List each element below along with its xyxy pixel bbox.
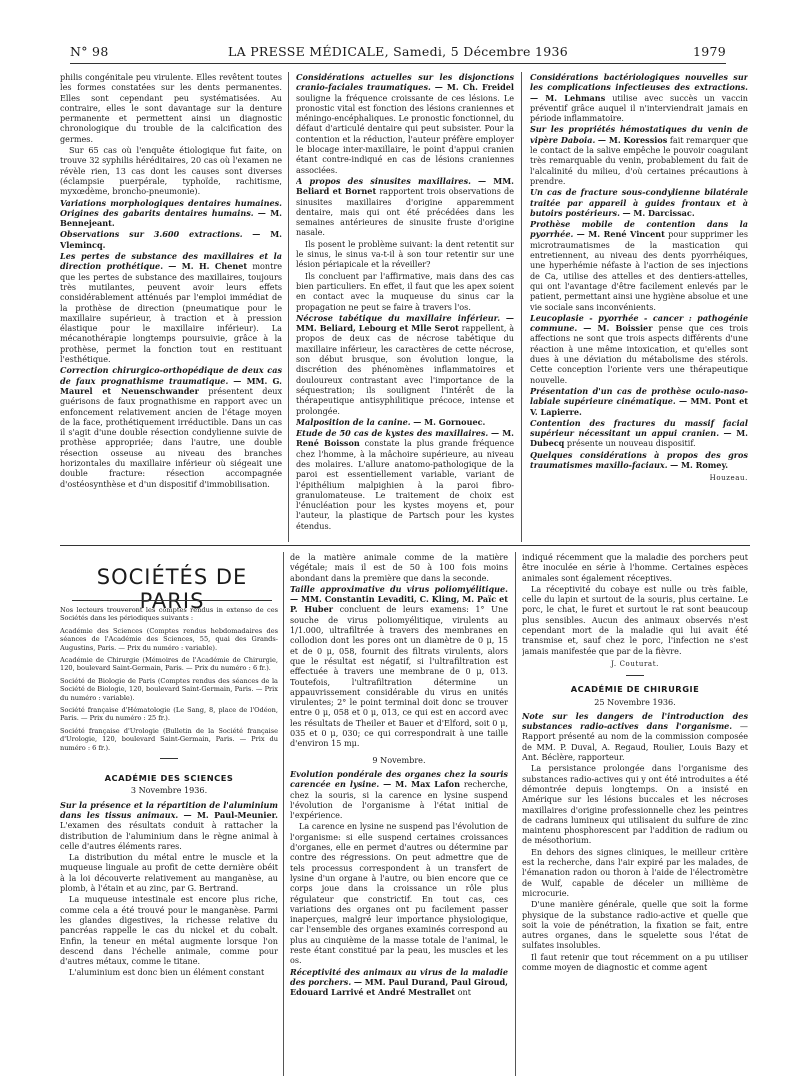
communication-title: A propos des sinusites maxillaires. xyxy=(296,175,471,186)
paragraph: Ils concluent par l'affirmative, mais dans des cas bien particuliers. En effet, il faut que les apex soient en contact avec la muqueuse du sinus car la propagation ne peut se faire à travers l'os. xyxy=(296,270,514,312)
communication xyxy=(296,72,514,175)
communication-author: — M. René Boisson xyxy=(296,428,514,449)
paragraph: La persistance prolongée dans l'organisme des substances radio-actives qui y ont été introduites a été démontrée depuis longtemps. On a insisté en Amérique sur les lésions buccales et les nécroses maxillaires d'origine professionnelle chez les peintres de cadrans lumineux qui utilisaient du sulfure de zinc maintenu phosphorescent par l'addition de radium ou de mésothorium. xyxy=(522,763,748,846)
communication-title: Correction chirurgico-orthopédique de deux cas de faux prognathisme traumatique. xyxy=(60,365,282,386)
page-number: 1979 xyxy=(692,44,726,59)
communication-author: — M. Lehmans xyxy=(530,92,606,103)
communication xyxy=(296,428,514,531)
communication xyxy=(290,584,508,749)
paragraph: La réceptivité du cobaye est nulle ou très faible, celle du lapin et surtout de la souris, plus certaine. Le porc, le chat, le furet et surtout le rat sont beaucoup plus sensibles. Aucun des animaux observés n'est cependant mort de la maladie qui lui avait été transmise et, sauf chez le porc, l'infection ne s'est jamais manifestée que par de la fièvre. xyxy=(522,583,748,656)
communication-text: recherche, chez la souris, si la carence en lysine suspend l'évolution de l'organisme à l'état initial de l'expérience. xyxy=(290,779,508,821)
communication xyxy=(60,198,282,229)
communication xyxy=(60,229,282,250)
communication-author: — MM. G. Maurel et Neuenschwander xyxy=(60,375,282,396)
communication-title: Réceptivité des animaux au virus de la maladie des porchers. xyxy=(290,966,508,987)
signature: Houzeau. xyxy=(709,474,748,483)
communication-author: — M. René Vincent xyxy=(576,229,665,240)
communication-author: — MM. Beliard, Lebourg et Mlle Serot xyxy=(296,312,514,334)
communication-title: Considérations bactériologiques nouvelles sur les complications infectieuses des extractions. xyxy=(530,72,748,93)
separator xyxy=(626,675,644,676)
communication-title: Sur la présence et la répartition de l'aluminium dans les tissus animaux. xyxy=(60,799,278,820)
communication-author: — M. H. Chenet xyxy=(168,261,248,272)
periodical-reference: Société de Biologie de Paris (Comptes rendus des séances de la Société de Biologie, 120, boulevard Saint-Germain, Paris. — Prix du numéro : variable). xyxy=(60,676,278,702)
communication-title: Note sur les dangers de l'introduction des substances radio-actives dans l'organisme. xyxy=(522,710,748,732)
upper-column-1 xyxy=(60,72,282,542)
communication-title: Evolution pondérale des organes chez la souris carencée en lysine. xyxy=(290,768,508,790)
communication-text: rapportent trois observations de sinusites maxillaires d'origine apparemment dentaire, mais qui ont été précédées dans les semaines antérieures de sinusite fruste d'origine nasale. xyxy=(296,186,514,238)
communication-text: constate la plus grande fréquence chez l'homme, à la mâchoire supérieure, au niveau des molaires. L'allure anatomo-pathologique de la paroi est essentiellement variable, variant de l'épithélium malpighien à la paroi fibro-granulomateuse. Le traitement de choix est l'énucléation pour les kystes moyens et, pour l'auteur, la plastique de Partsch pour les kystes étendus. xyxy=(296,438,514,531)
communication-text: présentent deux guérisons de faux prognathisme en rapport avec un enfoncement relativement ancien de l'étage moyen de la face, prothétiquement irréductible. Dans un cas il s'agit d'une double résection condylienne suivie de prothèse appropriée; dans l'autre, une double résection osseuse au niveau des branches horizontales du maxillaire inférieur où siégeait une double fracture: résection accompagnée d'ostéosynthèse et d'un dispositif d'immobilisation. xyxy=(60,385,282,489)
paragraph: En dehors des signes cliniques, le meilleur critère est la recherche, dans l'air expiré par les malades, de l'émanation radon ou thoron à l'aide de l'électromètre de Wulf, capable de déceler un millième de microcurie. xyxy=(522,846,748,898)
communication-author: — M. Paul-Meunier. xyxy=(183,809,278,820)
communication-text: utilise avec succès un vaccin préventif grâce auquel il n'interviendrait jamais en période inflammatoire. xyxy=(530,92,748,124)
communication xyxy=(290,967,508,998)
communication-author: — M. Koressios xyxy=(597,134,668,145)
periodical-reference: Société française d'Hématologie (Le Sang, 8, place de l'Odéon, Paris. — Prix du numéro : 25 fr.). xyxy=(60,706,278,723)
communication xyxy=(60,365,282,489)
communication-title: Contention des fractures du massif facial supérieur nécessitant un appui cranien. xyxy=(530,417,748,439)
communication-title: Quelques considérations à propos des gros traumatismes maxillo-faciaux. xyxy=(530,449,748,470)
communication-title: Leucoplasie - pyorrhée - cancer : pathogénie commune. xyxy=(530,312,748,334)
paragraph: La muqueuse intestinale est encore plus riche, comme cela a été trouvé pour le manganèse. Parmi les glandes digestives, la richesse relative du pancréas rappelle le cas du nickel et du cobalt. Enfin, la teneur en métal augmente lorsque l'on descend dans l'échelle animale, comme pour d'autres métaux, comme le titane. xyxy=(60,894,278,967)
communication-author: — M. Vlemincq. xyxy=(60,229,282,250)
communication-title: Considérations actuelles sur les disjonctions cranio-faciales traumatiques. xyxy=(296,72,514,93)
communication-title: Présentation d'un cas de prothèse oculo-naso-labiale supérieure cinématique. xyxy=(530,385,748,407)
page-header xyxy=(70,44,726,60)
periodical-reference: Académie de Chirurgie (Mémoires de l'Académie de Chirurgie, 120, boulevard Saint-Germain, Paris. — Prix du numéro : 6 fr.). xyxy=(60,656,278,673)
column-divider xyxy=(283,552,284,1076)
communication-text: — Rapport présenté au nom de la commission composée de MM. P. Duval, A. Regaud, Roulier, Louis Bazy et Ant. Béclère, rapporteur. xyxy=(522,721,748,763)
communication xyxy=(530,72,748,123)
academy-heading: ACADÉMIE DES SCIENCES xyxy=(104,773,234,784)
intro-note: Nos lecteurs trouveront les comptes rendus in extenso de ces Sociétés dans les périodiques suivants : xyxy=(60,606,278,623)
paragraph: D'une manière générale, quelle que soit la forme physique de la substance radio-active et quelle que soit la voie de pénétration, la fixation se fait, entre autres organes, dans le squelette sous l'état de sulfates insolubles. xyxy=(522,899,748,951)
session-date: 25 Novembre 1936. xyxy=(594,696,676,707)
communication xyxy=(60,800,278,851)
communication xyxy=(296,417,514,427)
upper-column-3 xyxy=(530,72,748,542)
communication-title: Etude de 50 cas de kystes des maxillaires. xyxy=(296,428,489,439)
paragraph: Ils posent le problème suivant: la dent retentit sur le sinus, le sinus va-t-il à son tour retentir sur une lésion périapicale et la réveiller? xyxy=(296,238,514,270)
communication-text: rappellent, à propos de deux cas de nécrose tabétique du maxillaire inférieur, les caractères de cette nécrose, son début brusque, son évolution longue, la discrétion des phénomènes inflammatoires et douloureux contrastant avec l'importance de la séquestration; ils soulignent l'intérêt de la thérapeutique antisyphilitique précoce, intense et prolongée. xyxy=(296,323,514,416)
lower-column-2 xyxy=(290,552,508,1076)
session-date: 3 Novembre 1936. xyxy=(130,785,208,796)
communication-title: Malposition de la canine. xyxy=(296,416,411,427)
paragraph: L'aluminium est donc bien un élément constant xyxy=(69,967,265,978)
communication-author: — MM. Pont et V. Lapierre. xyxy=(530,396,748,417)
separator xyxy=(160,758,178,759)
communication xyxy=(530,450,748,471)
communication xyxy=(296,313,514,416)
communication-author: — MM. Beliard et Bornet xyxy=(296,175,514,197)
communication xyxy=(530,219,748,312)
communication-text: pour supprimer les microtraumatismes de la mastication qui entretiennent, au niveau des dents pyorrhéiques, une hyperhémie néfaste à l'action de ses injections de Ca, utilise des attelles et des dentiers-attelles, qui ont l'avantage d'être facilement enlevés par le patient, permettant ainsi une hygiène absolue et une vie sociale sans inconvénients. xyxy=(530,229,748,312)
communication-title: Les pertes de substance des maxillaires et la direction prothétique. xyxy=(60,251,282,272)
paragraph: La distribution du métal entre le muscle et la muqueuse linguale au profit de cette dernière obéit à la loi découverte relativement au manganèse, au plomb, à l'étain et au zinc, par G. Bertrand. xyxy=(60,852,278,894)
communication-author: — M. Romey. xyxy=(670,459,729,470)
communication xyxy=(530,386,748,417)
paragraph: philis congénitale peu virulente. Elles revêtent toutes les formes constatées sur les dents permanentes. Elles sont cependant peu systématisées. Au contraire, elles le sont davantage sur la denture permanente et permettent ainsi un diagnostic chronologique du trouble de la calcification des germes. xyxy=(60,72,282,144)
communication-text: ont xyxy=(457,987,471,998)
academy-heading: ACADÉMIE DE CHIRURGIE xyxy=(570,684,700,695)
communication-text: présente un nouveau dispositif. xyxy=(566,438,696,449)
communication-title: Observations sur 3.600 extractions. xyxy=(60,229,243,240)
communication-title: Prothèse mobile de contention dans la pyorrhée. xyxy=(530,219,748,240)
communication xyxy=(530,418,748,449)
communication-title: Nécrose tabétique du maxillaire inférieur. xyxy=(296,312,501,323)
communication xyxy=(60,251,282,364)
communication-author: — M. Dubecq xyxy=(530,428,748,449)
section-rule xyxy=(60,545,750,546)
communication-title: Taille approximative du virus poliomyélitique. xyxy=(290,583,508,594)
column-divider xyxy=(288,72,289,542)
communication-title: Variations morphologiques dentaires humaines. Origines des gabarits dentaires humains. xyxy=(60,197,282,218)
communication-text: pense que ces trois affections ne sont que trois aspects différents d'une réaction à une même intoxication, et qu'elles sont dues à une déviation du métabolisme des stérols. Cette conception l'oriente vers une thérapeutique nouvelle. xyxy=(530,323,748,385)
column-divider xyxy=(515,552,516,1076)
communication-author: — M. Bennejeant. xyxy=(60,207,282,229)
lower-column-1 xyxy=(60,606,278,1076)
upper-column-2 xyxy=(296,72,514,542)
column-divider xyxy=(521,72,522,542)
communication-author: — MM. Constantin Levaditi, C. Kling, M. Païc et P. Huber xyxy=(290,594,508,615)
communication xyxy=(522,711,748,762)
communication-author: — M. Gornouec. xyxy=(413,416,486,427)
signature: J. Couturat. xyxy=(611,659,659,668)
paragraph: indiqué récemment que la maladie des porchers peut être inoculée en série à l'homme. Certaines espèces animales sont également réceptives. xyxy=(522,552,748,583)
communication-author: — M. Ch. Freidel xyxy=(434,82,514,93)
communication-author: — M. Darcissac. xyxy=(622,207,695,218)
paragraph: de la matière animale comme de la matière végétale; mais il est de 50 à 100 fois moins abondant dans la première que dans la seconde. xyxy=(290,552,508,583)
lower-column-3 xyxy=(522,552,748,1076)
session-date: 9 Novembre. xyxy=(372,754,426,765)
communication-text: montre que les pertes de substance des maxillaires, toujours très mutilantes, peuvent avoir leurs effets considérablement atténués par l'emploi immédiat de la prothèse de direction (pneumatique pour le maxillaire supérieur, à traction et à pression élastique pour le maxillaire inférieur). La mécanothérapie longtemps poursuivie, grâce à la prothèse, permet la fonction tout en restituant l'esthétique. xyxy=(60,261,282,365)
communication xyxy=(530,313,748,385)
section-title: SOCIÉTÉS DE PARIS xyxy=(72,565,272,597)
communication-text: fait remarquer que le contact de la salive empêche le pouvoir coagulant très remarquable du venin, probablement du fait de l'alcalinité du milieu, d'où certaines précautions à prendre. xyxy=(530,134,748,186)
periodical-reference: Académie des Sciences (Comptes rendus hebdomadaires des séances de l'Académie des Sciences, 55, quai des Grands-Augustins, Paris. — Prix du numéro : variable). xyxy=(60,626,278,652)
communication-text: L'examen des résultats conduit à rattacher la distribution de l'aluminium dans le règne animal à celle d'autres éléments rares. xyxy=(60,820,278,851)
paragraph: La carence en lysine ne suspend pas l'évolution de l'organisme: si elle suspend certaines croissances d'organes, elle en permet d'autres ou détermine par contre des régressions. On peut admettre que de tels processus correspondent à un transfert de lysine d'un organe à l'autre, ou bien encore que ce corps joue dans la croissance un rôle plus régulateur que constrictif. En tout cas, ces variations des organes ont pu facilement passer inaperçues, malgré leur importance physiologique, car l'ensemble des organes examinés correspond au plus au cinquième de la masse totale de l'animal, le reste étant constitué par la peau, les muscles et les os. xyxy=(290,821,508,966)
communication xyxy=(290,769,508,820)
communication-author: — MM. Paul Durand, Paul Giroud, Edouard Larrivé et André Mestrallet xyxy=(290,976,508,998)
communication-text: souligne la fréquence croissante de ces lésions. Le pronostic vital est fonction des lésions craniennes et méningo-encéphaliques. Le pronostic fonctionnel, du défaut d'articulé dentaire qui peut subsister. Pour la contention et la réduction, l'auteur préfère employer le blocage inter-maxillaire, le point d'appui cranien étant contre-indiqué en cas de lésions craniennes associées. xyxy=(296,92,514,175)
paragraph: Sur 65 cas où l'enquête étiologique fut faite, on trouve 32 syphilis héréditaires, 20 cas où l'examen ne révèle rien, 13 cas dont les causes sont diverses (éclampsie puerpérale, typhoïde, rachitisme, myxœdème, broncho-pneumonie). xyxy=(60,145,282,197)
header-rule xyxy=(70,63,726,64)
communication xyxy=(530,124,748,186)
communication-text: concluent de leurs examens: 1° Une souche de virus poliomyélitique, virulents au 1/1.000, ultrafiltrée à travers des membranes en collodion dont les pores ont un diamètre de 0 μ, 15 et de 0 μ, 058, fournit des filtrats virulents, alors que le résultat est négatif, si l'ultrafiltration est effectuée à travers une membrane de 0 μ, 013. Toutefois, l'ultrafiltration détermine un appauvrissement considérable du virus en unités virulentes; 2° le point terminal doit donc se trouver entre 0 μ, 058 et 0 μ, 013, ce qui est en accord avec les résultats de Theiler et Bauer et d'Elford, soit 0 μ, 035 et 0 μ, 030; ce qui correspondrait à une taille d'environ 15 mμ. xyxy=(290,604,508,749)
paragraph: Il faut retenir que tout récemment on a pu utiliser comme moyen de diagnostic et comme agent xyxy=(522,951,748,972)
periodical-reference: Société française d'Urologie (Bulletin de la Société française d'Urologie, 120, boulevard Saint-Germain, Paris. — Prix du numéro : 6 fr.). xyxy=(60,726,278,752)
communication xyxy=(296,176,514,238)
communication-author: — M. Boissier xyxy=(583,323,653,334)
communication xyxy=(530,187,748,218)
communication-title: Un cas de fracture sous-condylienne bilatérale traitée par appareil à guides frontaux et à butoirs postérieurs. xyxy=(530,187,748,218)
journal-title: LA PRESSE MÉDICALE, Samedi, 5 Décembre 1936 xyxy=(228,44,568,59)
communication-title: Sur les propriétés hémostatiques du venin de vipère Daboia. xyxy=(530,124,748,145)
communication-author: — M. Max Lafon xyxy=(383,779,460,790)
issue-number: N° 98 xyxy=(70,44,109,59)
